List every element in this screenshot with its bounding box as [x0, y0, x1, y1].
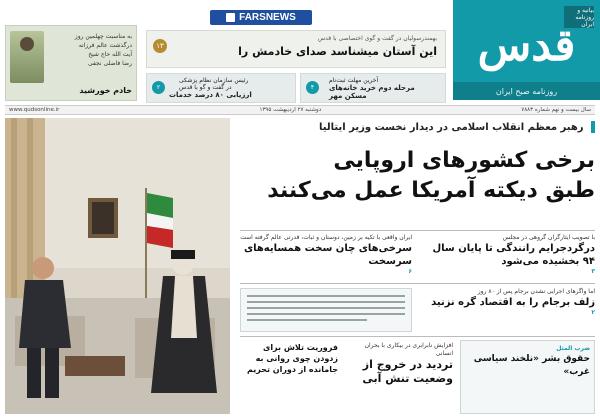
portrait-image	[10, 31, 44, 83]
farsnews-watermark	[210, 10, 312, 25]
main-headline[interactable]	[240, 146, 595, 206]
website-url: www.qudsonline.ir	[9, 107, 60, 113]
body-text-lines	[241, 289, 411, 331]
issue-number: سال بیست و نهم شماره ۷۸۸۳	[521, 107, 591, 113]
teaser-top-kicker: بهمندرسولیان در گفت و گوی اختصاصی با قدس	[317, 35, 437, 42]
teaser-right-line: مسکن مهر	[329, 92, 367, 100]
teaser-left-line: در گفت و گو با قدس	[179, 84, 232, 91]
main-kicker-text: رهبر معظم انقلاب اسلامی در دیدار نخست وزیر ایتالیا	[319, 122, 584, 133]
ad-line: درگذشت عالم فرزانه	[78, 42, 132, 49]
box-left[interactable]	[240, 340, 340, 414]
box-right[interactable]	[460, 340, 595, 414]
story-mid[interactable]	[240, 234, 412, 280]
teaser-right-line: مرحله دوم خرید خانه‌های	[329, 84, 415, 92]
story-right-headline: درگردجرایم رانندگی تا پایان سال ۹۴ بخشیده می‌شود	[432, 243, 595, 267]
masthead	[453, 0, 600, 100]
page-number: ۶	[408, 268, 412, 275]
divider	[240, 230, 595, 231]
box-right-headline: حقوق بشر «نلخند سیاسی غرب»	[473, 354, 590, 377]
main-headline-line: طبق دیکته آمریکا عمل می‌کنند	[267, 178, 595, 203]
box-mid[interactable]	[345, 340, 455, 414]
story-banner[interactable]	[420, 288, 595, 332]
story-right-kicker: با تصویب ایثارگران گروهی در مجلس	[502, 234, 595, 241]
page-number: ۲	[591, 309, 595, 316]
divider	[240, 283, 595, 284]
date-bar	[5, 105, 595, 115]
teaser-top[interactable]	[146, 30, 446, 68]
meeting-photo	[5, 118, 230, 414]
ad-line: به مناسبت چهلمین روز	[74, 33, 132, 40]
ad-line: آیت الله حاج شیخ	[88, 51, 132, 58]
story-banner-headline: زلف برجام را به اقتصاد گره نزنید	[431, 297, 595, 308]
teaser-left-line: رئیس سازمان نظام پزشکی	[179, 77, 249, 84]
teaser-right[interactable]	[300, 73, 446, 103]
ad-line: رضا فاضلی نجفی	[88, 60, 132, 67]
issue-date: دوشنبه ۲۷ اردیبهشت ۱۳۹۵	[259, 107, 322, 113]
box-right-kicker: ضرب المثل	[556, 345, 590, 352]
ad-brand: خادم خورشید	[79, 86, 132, 95]
watermark-label: FARSNEWS	[239, 12, 296, 23]
masthead-badge: بیانیه و روزنامه ایران	[564, 6, 594, 28]
story-mid-headline: سرخی‌های چان سخت همسایه‌های سرسخت	[243, 243, 412, 267]
memorial-ad	[5, 25, 137, 101]
masthead-logo: قدس	[477, 19, 576, 71]
teaser-left-line: ارزیابی ۸۰ درصد خدمات	[169, 91, 252, 99]
meeting-illustration	[5, 118, 230, 414]
teaser-top-headline: این آستان میشناسد صدای خادمش را	[238, 45, 437, 58]
teaser-left[interactable]	[146, 73, 296, 103]
box-mid-kicker: افزایش نابرابری در بیکاری با بحران انسانی	[364, 342, 453, 357]
page-number-badge: ۴	[306, 81, 319, 94]
box-mid-headline: تردید در خروج از وضعیت تنش آبی	[362, 358, 453, 385]
farsnews-logo-icon	[226, 13, 235, 22]
kicker-bar-icon	[591, 121, 595, 133]
story-banner-kicker: اما واگرهای اجرایی نشدن برجام پس از ۸۰ روز	[477, 288, 595, 295]
masthead-tagline: روزنامه صبح ایران	[453, 82, 600, 100]
teaser-right-line: آخرین مهلت ثبت‌نام	[329, 77, 379, 84]
text-column-box	[240, 288, 412, 332]
divider	[240, 336, 595, 337]
page-number-badge: ۲	[152, 81, 165, 94]
ad-text	[46, 32, 132, 68]
story-mid-kicker: ایران واقعی با تکیه بر زمین، دوستان و ثبات، قدرتی عالم گرفته است	[240, 234, 412, 241]
page-number-badge: ۱۳	[153, 39, 167, 53]
story-right[interactable]	[420, 234, 595, 280]
box-left-headline: فروریت تلاش برای زدودن چوی روانی به جامانده از دوران تحریم	[246, 343, 338, 374]
main-kicker	[240, 121, 595, 139]
page-number: ۳	[591, 268, 595, 275]
main-headline-line: برخی کشورهای اروپایی	[333, 148, 595, 173]
